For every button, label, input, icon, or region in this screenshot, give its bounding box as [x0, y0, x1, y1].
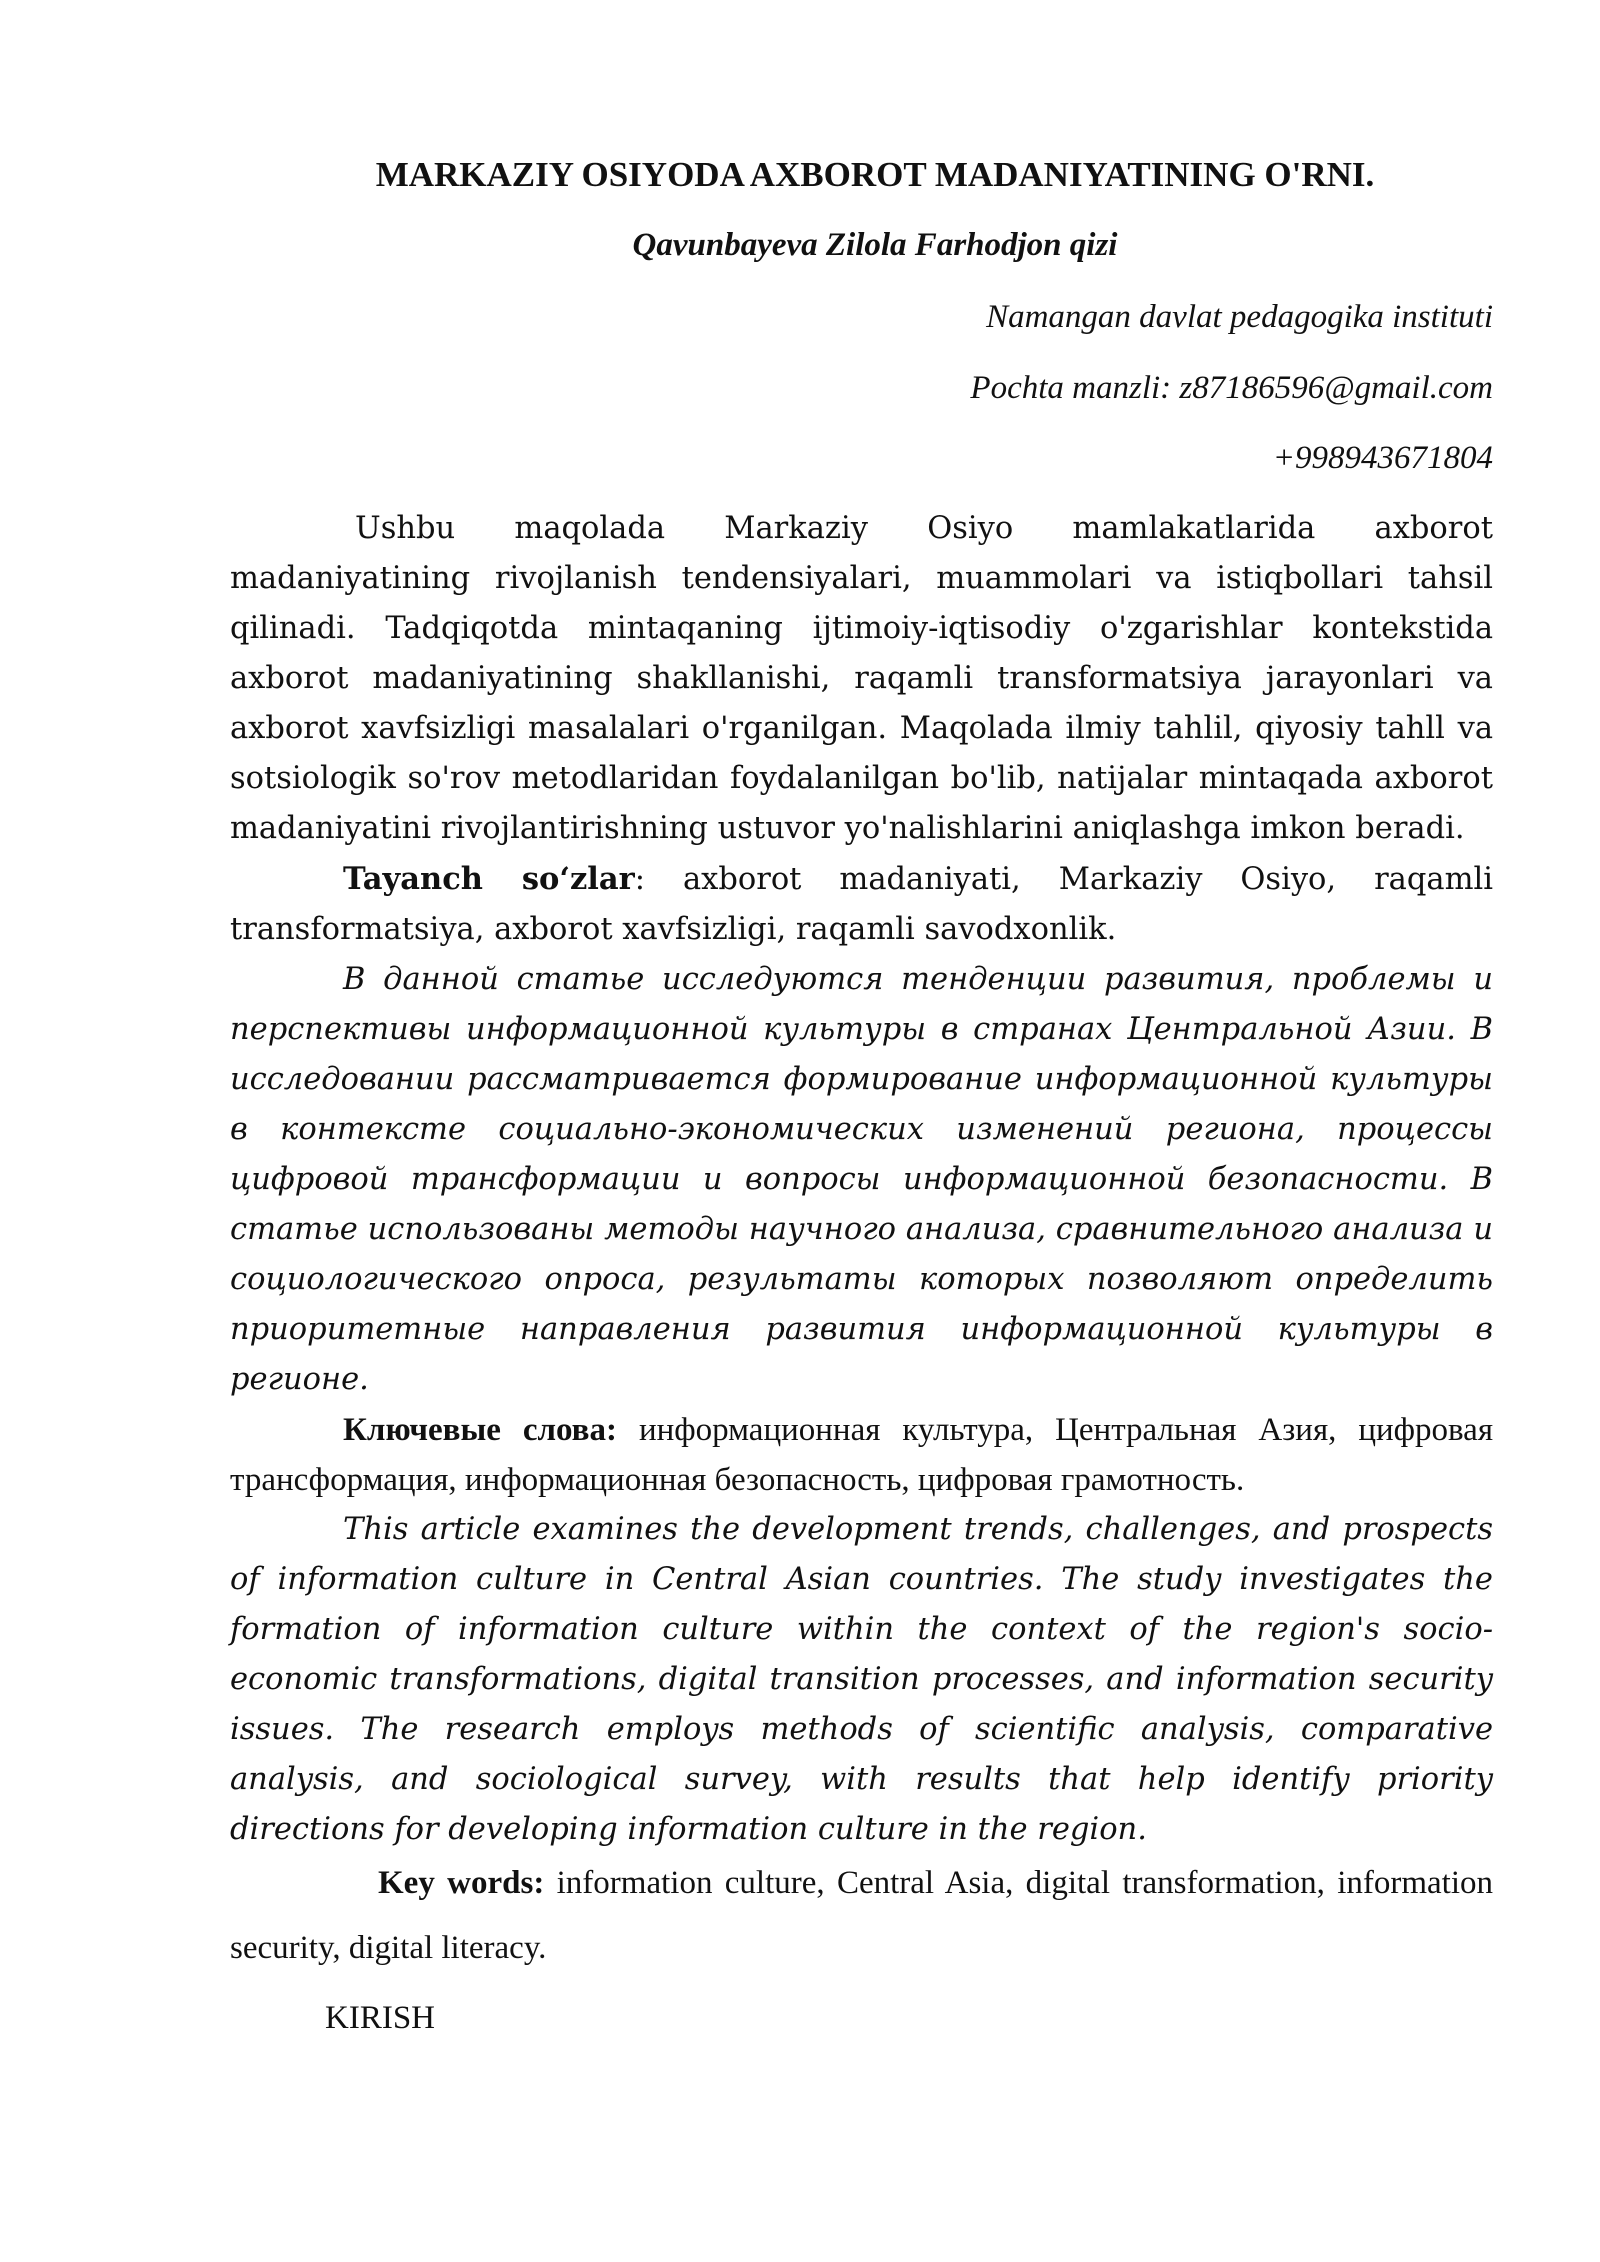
keywords-uzbek-text: : axborot madaniyati, Markaziy Osiyo, raqamli transformatsiya, axborot xavfsizligi, raqamli savodxonlik. — [230, 862, 1493, 947]
author-email: Pochta manzli: z87186596@gmail.com — [970, 370, 1493, 406]
keywords-english-text: information culture, Central Asia, digital transformation, information security, digital literacy. — [230, 1865, 1493, 1966]
keywords-russian-label: Ключевые слова: — [343, 1412, 617, 1448]
keywords-english-label: Key words: — [378, 1865, 545, 1901]
keywords-uzbek — [230, 854, 1493, 955]
article-title: MARKAZIY OSIYODA AXBOROT MADANIYATINING O'RNI. — [375, 155, 1375, 194]
abstract-russian: В данной статье исследуются тенденции развития, проблемы и перспективы информационной культуры в странах Центральной Азии. В исследовании рассматривается формирование информационной культуры в контексте социально-экономических изменений региона, процессы цифровой трансформации и вопросы информационной безопасности. В статье использованы методы научного анализа, сравнительного анализа и социологического опроса, результаты которых позволяют определить приоритетные направления развития информационной культуры в регионе. — [230, 962, 1493, 1397]
keywords-english — [230, 1851, 1493, 1981]
abstract-english: This article examines the development trends, challenges, and prospects of information culture in Central Asian countries. The study investigates the formation of information culture within the context of the region's socio-economic transformations, digital transition processes, and information security issues. The research employs methods of scientific analysis, comparative analysis, and sociological survey, with results that help identify priority directions for developing information culture in the region. — [230, 1512, 1493, 1847]
author-affiliation: Namangan davlat pedagogika instituti — [986, 299, 1493, 335]
section-heading: KIRISH — [325, 2000, 436, 2036]
keywords-uzbek-label: Tayanch so‘zlar — [343, 861, 635, 897]
article-body — [230, 504, 1493, 2043]
keywords-russian-text: информационная культура, Центральная Азия, цифровая трансформация, информационная безопасность, цифровая грамотность. — [230, 1412, 1493, 1498]
author-name: Qavunbayeva Zilola Farhodjon qizi — [632, 227, 1118, 263]
abstract-uzbek: Ushbu maqolada Markaziy Osiyo mamlakatlarida axborot madaniyatining rivojlanish tendensiyalari, muammolari va istiqbollari tahsil qilinadi. Tadqiqotda mintaqaning ijtimoiy-iqtisodiy o'zgarishlar kontekstida axborot madaniyatining shakllanishi, raqamli transformatsiya jarayonlari va axborot xavfsizligi masalalari o'rganilgan. Maqolada ilmiy tahlil, qiyosiy tahll va sotsiologik so'rov metodlaridan foydalanilgan bo'lib, natijalar mintaqada axborot madaniyatini rivojlantirishning ustuvor yo'nalishlarini aniqlashga imkon beradi. — [230, 511, 1493, 846]
author-phone: +998943671804 — [1272, 440, 1493, 476]
keywords-russian — [230, 1405, 1493, 1505]
